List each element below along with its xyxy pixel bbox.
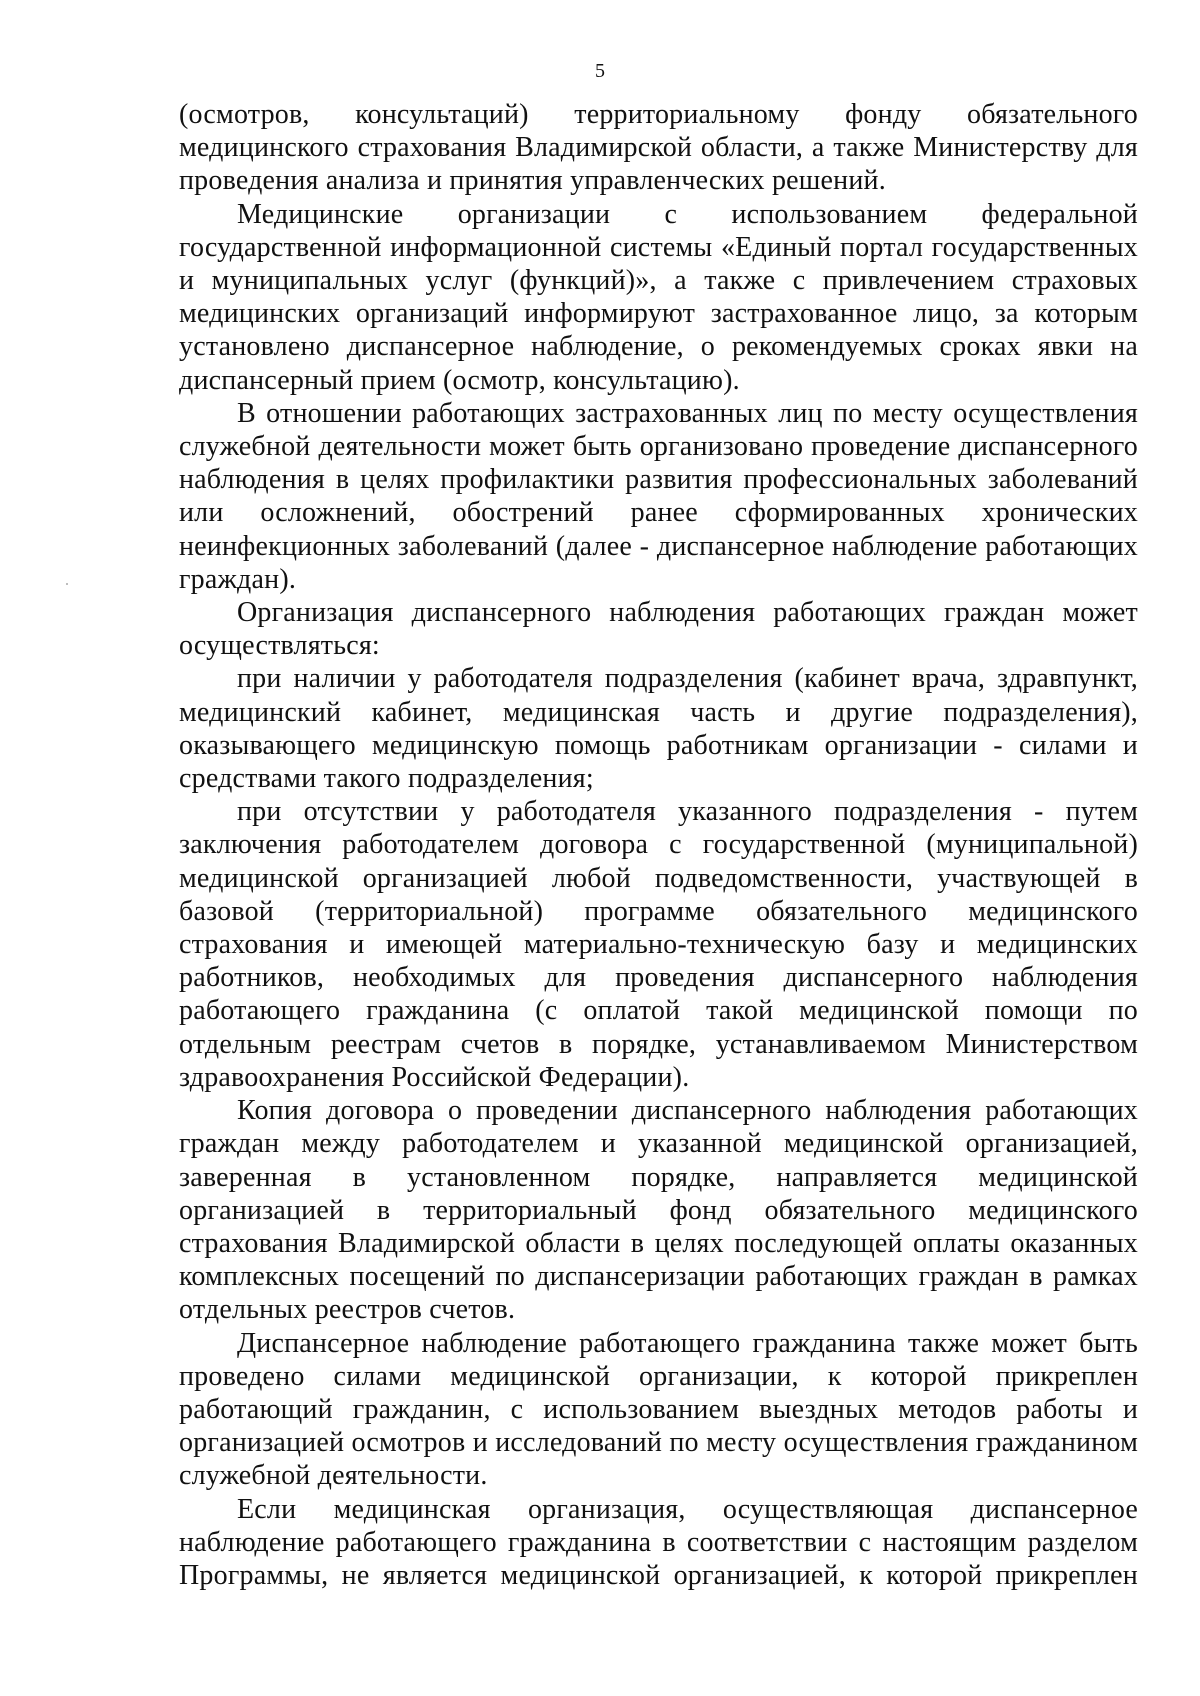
paragraph-continuation: (осмотров, консультаций) территориальному фонду обязательного медицинского страхования Владимирской области, а также Министерству для проведения анализа и принятия управленческих решений. (179, 99, 1138, 197)
paragraph-option-contract: при отсутствии у работодателя указанного подразделения - путем заключения работодателем договора с государственной (муниципальной) медицинской организацией любой подведомственности, участвующей в базовой (территориальной) программе обязательного медицинского страхования и имеющей материально-техническую базу и медицинских работников, необходимых для проведения диспансерного наблюдения работающего гражданина (с оплатой такой медицинской помощи по отдельным реестрам счетов в порядке, устанавливаемом Министерством здравоохранения Российской Федерации). (179, 796, 1138, 1093)
paragraph-option-own-unit: при наличии у работодателя подразделения (кабинет врача, здравпункт, медицинский кабинет, медицинская часть и другие подразделения), оказывающего медицинскую помощь работникам организации - силами и средствами такого подразделения; (179, 663, 1138, 795)
paragraph-contract-copy: Копия договора о проведении диспансерного наблюдения работающих граждан между работодателем и указанной медицинской организацией, заверенная в установленном порядке, направляется медицинской организацией в территориальный фонд обязательного медицинского страхования Владимирской области в целях последующей оплаты оказанных комплексных посещений по диспансеризации работающих граждан в рамках отдельных реестров счетов. (179, 1095, 1138, 1326)
scan-speck (66, 583, 68, 585)
paragraph-informing-insured: Медицинские организации с использованием федеральной государственной информационной системы «Единый портал государственных и муниципальных услуг (функций)», а также с привлечением страховых медицинских организаций информируют застрахованное лицо, за которым установлено диспансерное наблюдение, о рекомендуемых сроках явки на диспансерный прием (осмотр, консультацию). (179, 198, 1138, 396)
document-body (179, 98, 1138, 1592)
paragraph-organization-intro: Организация диспансерного наблюдения работающих граждан может осуществляться: (179, 597, 1138, 662)
paragraph-if-not-attached: Если медицинская организация, осуществляющая диспансерное наблюдение работающего гражданина в соответствии с настоящим разделом Программы, не является медицинской организацией, к которой прикреплен (179, 1493, 1138, 1591)
page-number: 5 (595, 60, 605, 82)
paragraph-working-citizens: В отношении работающих застрахованных лиц по месту осуществления служебной деятельности может быть организовано проведение диспансерного наблюдения в целях профилактики развития профессиональных заболеваний или осложнений, обострений ранее сформированных хронических неинфекционных заболеваний (далее - диспансерное наблюдение работающих граждан). (179, 397, 1138, 595)
paragraph-attached-organization: Диспансерное наблюдение работающего гражданина также может быть проведено силами медицинской организации, к которой прикреплен работающий гражданин, с использованием выездных методов работы и организацией осмотров и исследований по месту осуществления гражданином служебной деятельности. (179, 1327, 1138, 1492)
